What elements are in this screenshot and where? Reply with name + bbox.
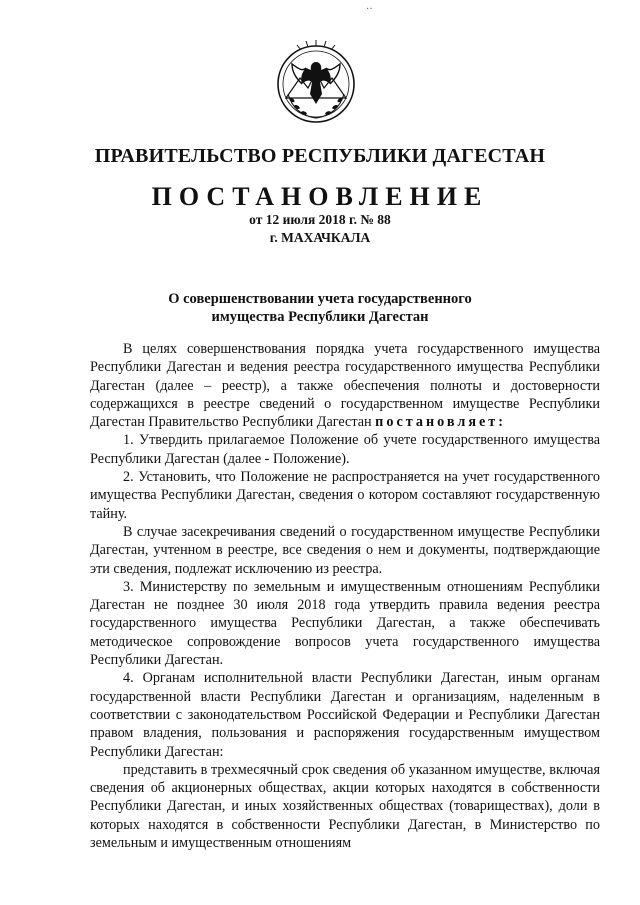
decree-city: г. МАХАЧКАЛА <box>269 230 371 245</box>
paragraph-item-2-note: В случае засекречивания сведений о государственном имуществе Республики Дагестан, учтенном в реестре, все сведения о нем и документы, подтверждающие эти сведения, подлежат исключению из реестра. <box>90 523 600 577</box>
government-title: ПРАВИТЕЛЬСТВО РЕСПУБЛИКИ ДАГЕСТАН <box>94 145 546 167</box>
decree-title: ПОСТАНОВЛЕНИЕ <box>151 182 489 211</box>
decree-date-number: от 12 июля 2018 г. № 88 <box>249 212 391 227</box>
preamble-text: В целях совершенствования порядка учета государственного имущества Республики Дагестан и ведения реестра государственного имущества Республики Дагестан (далее – реестр), а также обеспечения полноты и достоверности содержащихся в реестре сведений о государственном имуществе Республики Дагестан Правительство Республики Дагестан <box>90 341 600 431</box>
paragraph-item-1: 1. Утвердить прилагаемое Положение об учете государственного имущества Республики Дагестан (далее - Положение). <box>90 432 600 467</box>
coat-of-arms-icon <box>272 38 360 126</box>
paragraph-item-2: 2. Установить, что Положение не распространяется на учет государственного имущества Республики Дагестан, сведения о котором составляют государственную тайну. <box>90 469 600 522</box>
scan-mark: ·· <box>366 4 373 15</box>
paragraph-item-4-sub: представить в трехмесячный срок сведения об указанном имуществе, включая сведения об акционерных обществах, акции которых находятся в собственности Республики Дагестан, и иных хозяйственных обществах (товариществах), доли в которых находятся в собственности Республики Дагестан, в Министерство по земельным и имущественным отношениям <box>90 761 600 852</box>
paragraph-item-4: 4. Органам исполнительной власти Республики Дагестан, иным органам государственной власти Республики Дагестан и организациям, наделенным в соответствии с законодательством Российской Федерации и Республики Дагестан правом владения, пользования и распоряжения государственным имуществом Республики Дагестан: <box>90 670 600 760</box>
subject-line-1: О совершенствовании учета государственного <box>168 291 472 307</box>
paragraph-item-3: 3. Министерству по земельным и имущественным отношениям Республики Дагестан не позднее 30 июля 2018 года утвердить правила ведения реестра государственного имущества Республики Дагестан, а также обеспечивать методическое сопровождение вопросов учета государственного имущества Республики Дагестан. <box>90 578 600 669</box>
preamble-colon: : <box>498 414 506 431</box>
decree-body <box>90 340 600 852</box>
paragraph-preamble <box>90 340 600 431</box>
preamble-keyword: постановляет <box>375 414 499 431</box>
subject-line-2: имущества Республики Дагестан <box>211 309 429 325</box>
decree-subject <box>0 290 640 326</box>
